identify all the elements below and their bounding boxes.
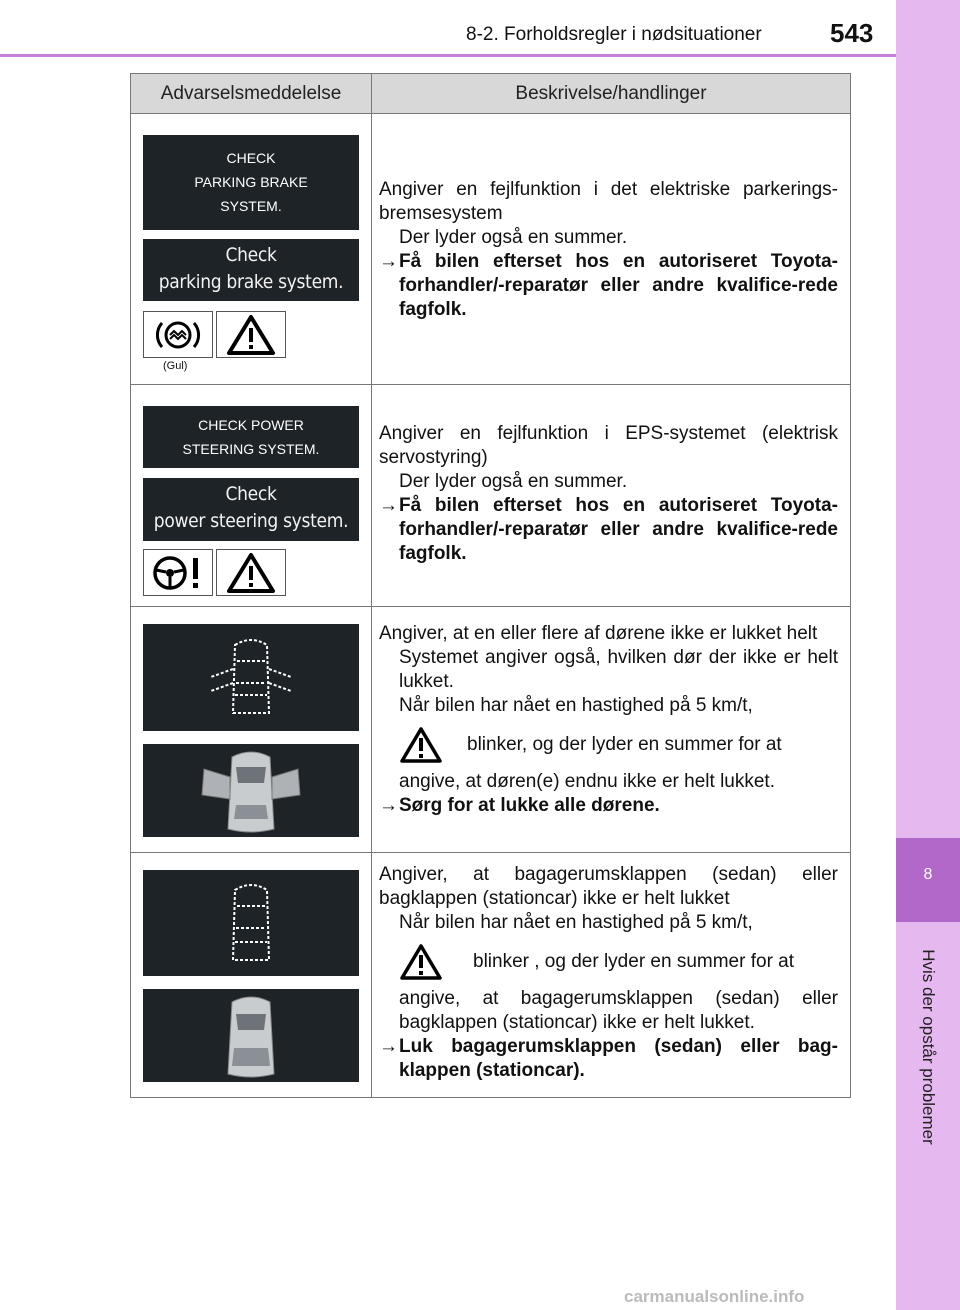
arrow-icon: →: [379, 251, 398, 272]
master-warning-icon: [399, 726, 443, 764]
car-doors-open-icon: [201, 633, 301, 723]
note-text: Systemet angiver også, hvilken dør der ikke er helt lukket.: [399, 647, 838, 692]
footer-watermark: carmanualsonline.info: [624, 1287, 805, 1306]
description-text: Angiver, at bagagerumsklappen (sedan) eller bagklappen (stationcar) ikke er helt lukket: [379, 864, 838, 909]
blink-text: blinker, og der lyder en summer for at: [467, 734, 782, 755]
inline-warning: [379, 726, 838, 764]
table-row: [131, 114, 851, 385]
note-text: Der lyder også en summer.: [399, 471, 628, 492]
car-image-doors-open: [143, 744, 359, 837]
chapter-label-container: [896, 922, 960, 1172]
description-text: Angiver en fejlfunktion i det elektriske parkerings-bremsesystem: [379, 179, 838, 224]
indicator-icons: [143, 549, 359, 596]
section-title: 8-2. Forholdsregler i nødsituationer: [466, 24, 762, 45]
display-message: [143, 239, 359, 301]
message-cell: [131, 114, 372, 385]
arrow-icon: →: [379, 1036, 398, 1057]
action-text: Luk bagagerumsklappen (sedan) eller bag-klappen (stationcar).: [399, 1036, 838, 1081]
display-line: Check: [225, 483, 277, 505]
table-row: [131, 607, 851, 853]
trunk-open-lcd: [143, 870, 359, 976]
message-cell: [131, 385, 372, 607]
master-warning-icon: [399, 943, 443, 981]
chapter-label: Hvis der opstår problemer: [919, 949, 938, 1145]
inline-warning: [379, 943, 838, 981]
lcd-line: CHECK: [226, 150, 276, 166]
lcd-message: [143, 135, 359, 230]
lcd-line: CHECK POWER: [198, 417, 304, 433]
continuation-text: angive, at bagagerumsklappen (sedan) eller bagklappen (stationcar) ikke er helt lukket.: [399, 988, 838, 1033]
lcd-line: STEERING SYSTEM.: [182, 441, 320, 457]
master-warning-icon: [216, 311, 286, 358]
action-item: [379, 794, 838, 818]
action-text: Få bilen efterset hos en autoriseret Toyota-forhandler/-reparatør eller andre kvalifice-rede fagfolk.: [399, 251, 838, 320]
icon-caption: (Gul): [163, 360, 188, 372]
chapter-number: 8: [896, 838, 960, 922]
continuation-text: angive, at døren(e) endnu ikke er helt lukket.: [399, 771, 775, 792]
display-line: Check: [225, 244, 277, 266]
parking-brake-warning-icon: [143, 311, 213, 358]
message-cell: [131, 607, 372, 853]
table-header-row: [131, 74, 851, 114]
car-image-trunk-open: [143, 989, 359, 1082]
blink-text: blinker , og der lyder en summer for at: [473, 951, 795, 972]
action-text: Få bilen efterset hos en autoriseret Toyota-forhandler/-reparatør eller andre kvalifice-rede fagfolk.: [399, 495, 838, 564]
display-message: [143, 478, 359, 541]
car-trunk-open-icon: [221, 878, 281, 968]
column-header-message: Advarselsmeddelelse: [131, 74, 372, 114]
action-item: [379, 494, 838, 566]
lcd-line: PARKING BRAKE: [194, 174, 308, 190]
description-text: Angiver en fejlfunktion i EPS-systemet (elektrisk servostyring): [379, 423, 838, 468]
arrow-icon: →: [379, 795, 398, 816]
arrow-icon: →: [379, 495, 398, 516]
description-cell: [372, 607, 851, 853]
action-text: Sørg for at lukke alle dørene.: [399, 795, 660, 816]
action-item: [379, 1035, 838, 1083]
note-text: Der lyder også en summer.: [399, 227, 628, 248]
table-row: [131, 853, 851, 1098]
lcd-line: SYSTEM.: [220, 198, 282, 214]
speed-text: Når bilen har nået en hastighed på 5 km/t,: [399, 912, 753, 933]
warning-table: [130, 73, 851, 1098]
table-row: [131, 385, 851, 607]
lcd-message: [143, 406, 359, 468]
description-text: Angiver, at en eller flere af dørene ikke er lukket helt: [379, 623, 818, 644]
door-open-lcd: [143, 624, 359, 731]
speed-text: Når bilen har nået en hastighed på 5 km/t,: [399, 695, 753, 716]
power-steering-warning-icon: [143, 549, 213, 596]
message-cell: [131, 853, 372, 1098]
header-rule: [0, 54, 896, 57]
display-line: power steering system.: [153, 510, 349, 532]
display-line: parking brake system.: [158, 271, 344, 293]
master-warning-icon: [216, 549, 286, 596]
column-header-description: Beskrivelse/handlinger: [372, 74, 851, 114]
indicator-icons: [143, 311, 359, 358]
page-number: 543: [830, 18, 874, 48]
description-cell: [372, 385, 851, 607]
description-cell: [372, 853, 851, 1098]
description-cell: [372, 114, 851, 385]
action-item: [379, 250, 838, 322]
